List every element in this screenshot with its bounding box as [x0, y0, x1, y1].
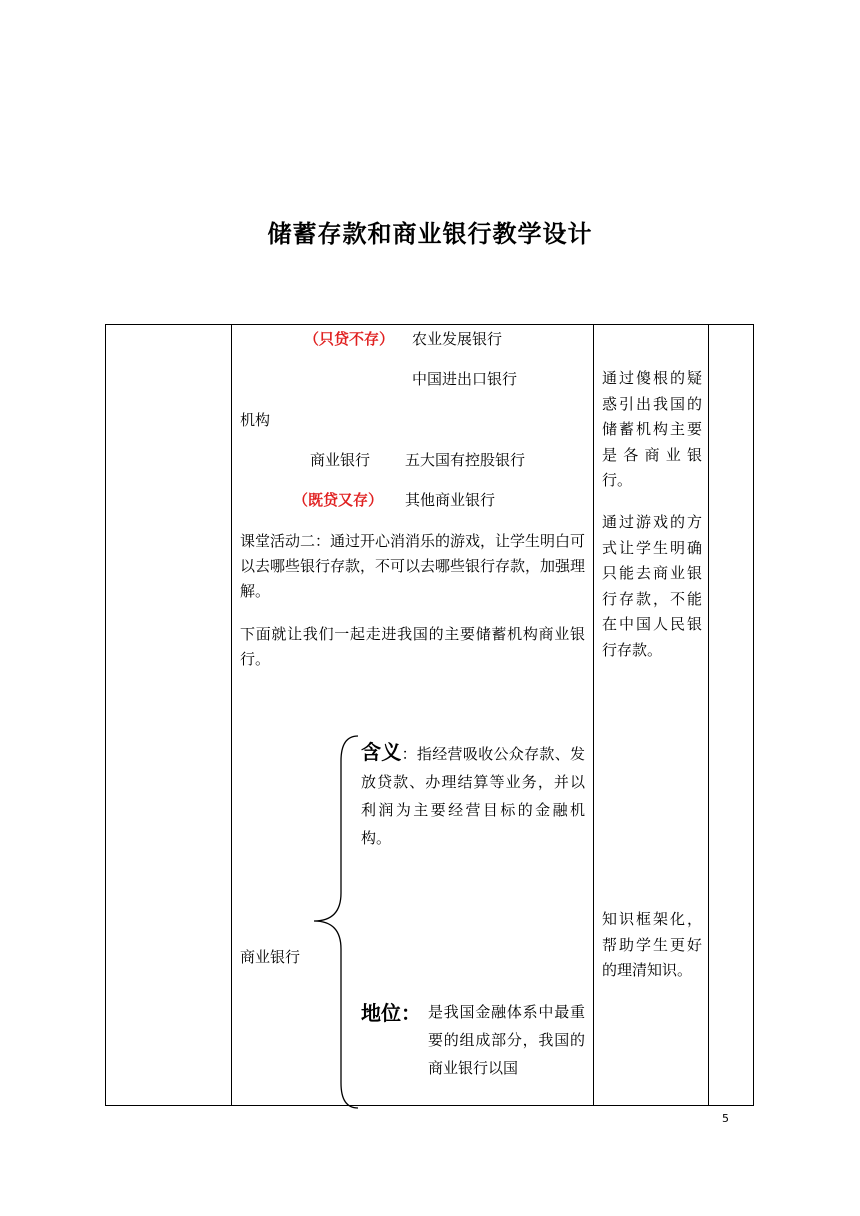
loan-and-deposit-tag: （既贷又存）	[293, 491, 384, 509]
column-divider	[231, 324, 232, 1106]
transition-text: 下面就让我们一起走进我国的主要储蓄机构商业银行。	[240, 625, 585, 668]
loan-only-tag: （只贷不存）	[304, 330, 395, 348]
commercial-bank-label: 商业银行	[310, 451, 371, 469]
note-intro: 通过傻根的疑惑引出我国的储蓄机构主要是各商业银行。	[602, 369, 702, 489]
column-divider	[708, 324, 709, 1106]
class-activity-two: 课堂活动二：通过开心消消乐的游戏，让学生明白可以去哪些银行存款，不可以去哪些银行存款，加强理解。	[240, 532, 586, 600]
column-divider	[593, 324, 594, 1106]
status-text: 是我国金融体系中最重要的组成部分，我国的商业银行以国	[428, 1003, 585, 1077]
meaning-label: 含义	[361, 740, 402, 764]
note-game: 通过游戏的方式让学生明确只能去商业银行存款，不能在中国人民银行存款。	[602, 513, 702, 659]
note-framework: 知识框架化，帮助学生更好的理清知识。	[602, 910, 702, 979]
brace-root-label: 商业银行	[240, 948, 301, 966]
institution-label: 机构	[240, 411, 271, 429]
status-label: 地位：	[361, 1001, 421, 1025]
agricultural-development-bank: 农业发展银行	[412, 330, 503, 348]
meaning-text: ：指经营吸收公众存款、发放贷款、办理结算等业务，并以利润为主要经营目标的金融机构。	[361, 745, 585, 847]
other-commercial-banks: 其他商业银行	[405, 491, 496, 509]
curly-brace-icon	[310, 733, 360, 1111]
export-import-bank: 中国进出口银行	[412, 370, 518, 388]
page-title: 储蓄存款和商业银行教学设计	[267, 220, 593, 248]
page-number: 5	[722, 1112, 729, 1125]
big-five-banks: 五大国有控股银行	[405, 451, 526, 469]
meaning-definition	[361, 738, 585, 852]
